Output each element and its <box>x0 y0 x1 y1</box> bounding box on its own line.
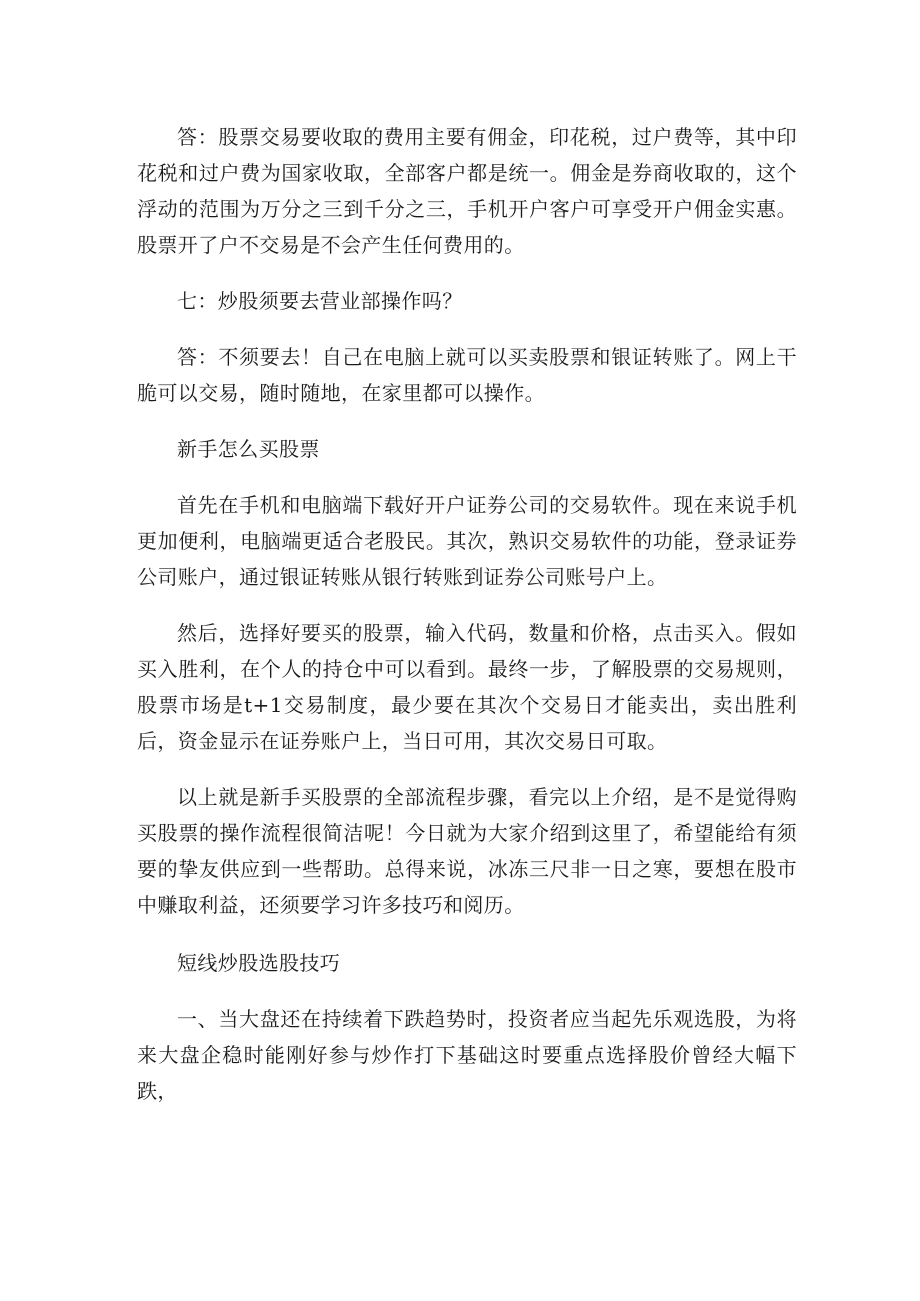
paragraph-answer-seven: 答：不须要去！自己在电脑上就可以买卖股票和银证转账了。网上干脆可以交易，随时随地，在家里都可以操作。 <box>137 345 797 405</box>
paragraph-fee-answer: 答：股票交易要收取的费用主要有佣金，印花税，过户费等，其中印花税和过户费为国家收取，全部客户都是统一。佣金是券商收取的，这个浮动的范围为万分之三到千分之三，手机开户客户可享受开户佣金实惠。股票开了户不交易是不会产生任何费用的。 <box>137 125 797 257</box>
section-heading-how-to-buy: 新手怎么买股票 <box>177 437 320 461</box>
paragraph-buy-steps: 然后，选择好要买的股票，输入代码，数量和价格，点击买入。假如买入胜利，在个人的持仓中可以看到。最终一步，了解股票的交易规则，股票市场是t+1交易制度，最少要在其次个交易日才能卖出，卖出胜利后，资金显示在证券账户上，当日可用，其次交易日可取。 <box>137 621 797 753</box>
paragraph-summary: 以上就是新手买股票的全部流程步骤，看完以上介绍，是不是觉得购买股票的操作流程很简洁呢！今日就为大家介绍到这里了，希望能给有须要的挚友供应到一些帮助。总得来说，冰冻三尺非一日之寒，要想在股市中赚取利益，还须要学习许多技巧和阅历。 <box>137 785 797 917</box>
paragraph-question-seven: 七：炒股须要去营业部操作吗？ <box>177 289 463 313</box>
paragraph-download-software: 首先在手机和电脑端下载好开户证券公司的交易软件。现在来说手机更加便利，电脑端更适合老股民。其次，熟识交易软件的功能，登录证券公司账户，通过银证转账从银行转账到证券公司账号户上。 <box>137 493 797 589</box>
paragraph-tip-one: 一、当大盘还在持续着下跌趋势时，投资者应当起先乐观选股，为将来大盘企稳时能刚好参与炒作打下基础这时要重点选择股价曾经大幅下跌， <box>137 1007 797 1103</box>
section-heading-short-term-tips: 短线炒股选股技巧 <box>177 951 341 975</box>
document-body <box>137 119 797 1109</box>
